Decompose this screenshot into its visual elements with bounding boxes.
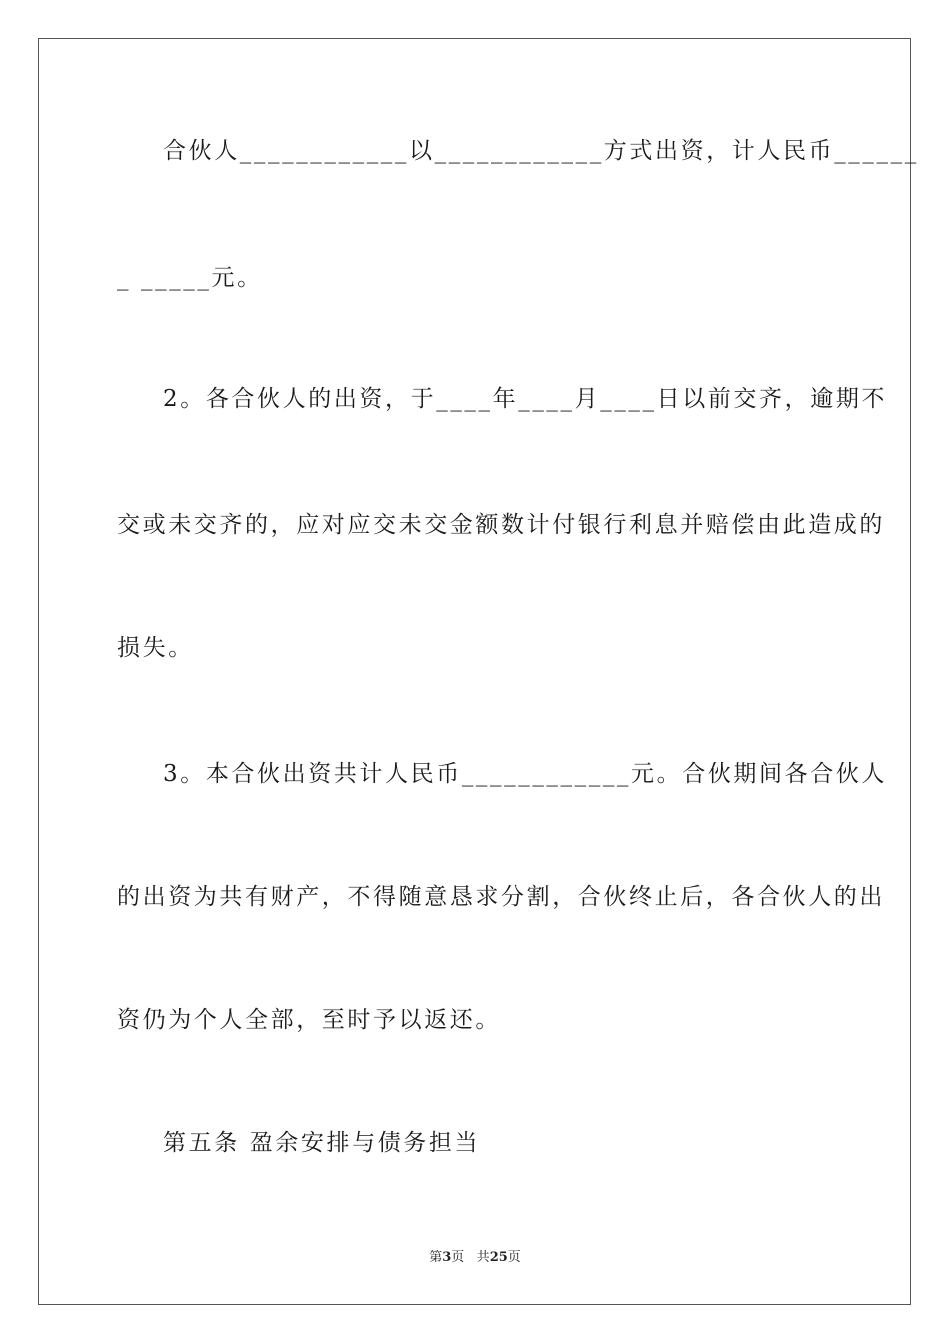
page-number: 3 — [442, 1250, 452, 1265]
paragraph-line-8: 资仍为个人全部，至时予以返还。 — [117, 1007, 501, 1033]
paragraph-line-1: 合伙人____________以____________方式出资，计人民币______ — [163, 138, 919, 164]
section-heading: 第五条 盈余安排与债务担当 — [163, 1130, 481, 1156]
paragraph-line-7: 的出资为共有财产，不得随意恳求分割，合伙终止后，各合伙人的出 — [117, 884, 885, 910]
total-unit: 页 — [507, 1250, 521, 1265]
page-unit: 页 — [451, 1250, 465, 1265]
total-pages: 25 — [489, 1250, 508, 1265]
paragraph-line-5: 损失。 — [117, 635, 194, 661]
page-border — [38, 38, 919, 1305]
paragraph-line-3: 2。各合伙人的出资，于____年____月____日以前交齐，逾期不 — [163, 386, 888, 412]
paragraph-line-4: 交或未交齐的，应对应交未交金额数计付银行利息并赔偿由此造成的 — [117, 512, 885, 538]
paragraph-line-6: 3。本合伙出资共计人民币____________元。合伙期间各合伙人 — [163, 761, 888, 787]
total-prefix: 共 — [476, 1250, 490, 1265]
paragraph-line-2: _ _____元。 — [117, 265, 263, 291]
page-prefix: 第 — [429, 1250, 443, 1265]
page-footer — [0, 1246, 950, 1265]
